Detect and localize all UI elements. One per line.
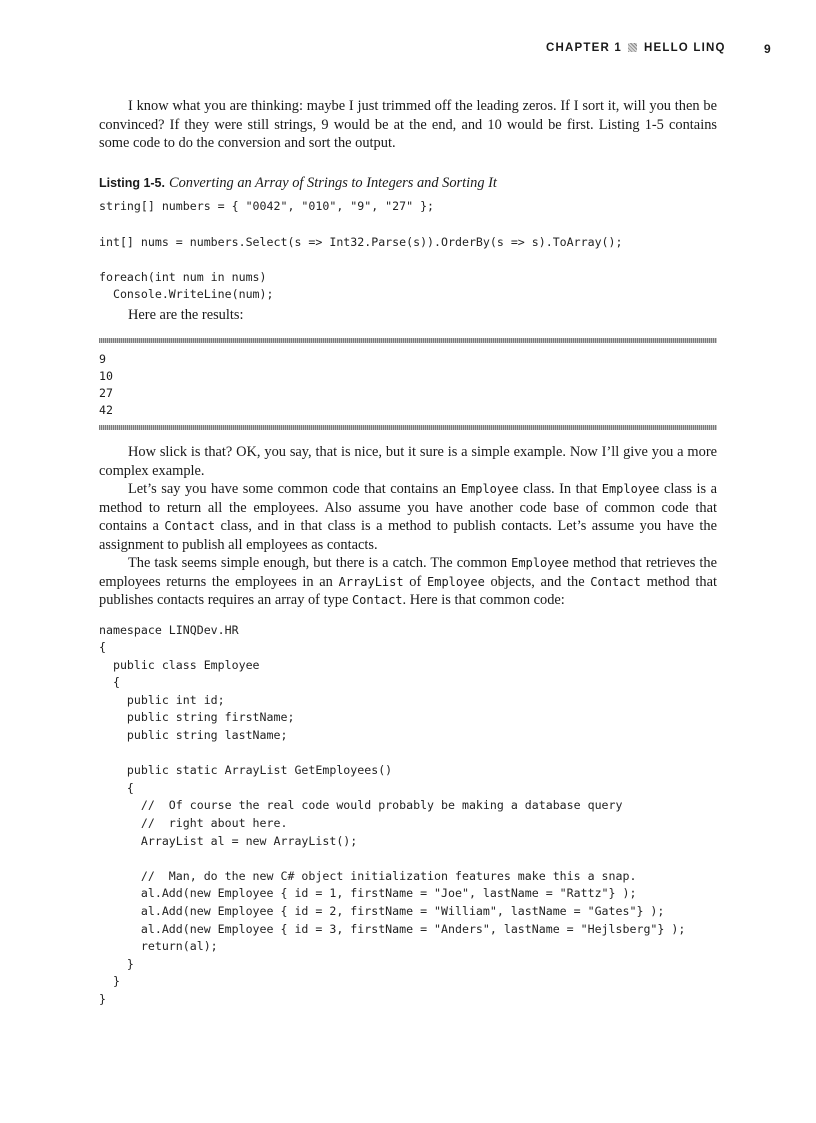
output-line: 27 xyxy=(99,386,113,400)
page-number: 9 xyxy=(764,42,771,56)
output-block xyxy=(99,343,717,425)
paragraph-employee-contact: Let’s say you have some common code that contains an Employee class. In that Employee class is a method to return all the employees. Also assume you have another code base of common code that contains a Contact class, and in that class is a method to publish contacts. Let’s assume you have the assignment to publish all employees as contacts. xyxy=(99,481,717,553)
employee-code-listing: namespace LINQDev.HR { public class Employee { public int id; public string firstName; public string lastName; public static ArrayList GetEmployees() { // Of course the real code would probably be making a database query // right about here. ArrayList al = new ArrayList(); // Man, do the new C# object initialization features make this a snap. al.Add(new Employee { id = 1, firstName = "Joe", lastName = "Rattz"} ); al.Add(new Employee { id = 2, firstName = "William", lastName = "Gates"} ); al.Add(new Employee { id = 3, firstName = "Anders", lastName = "Hejlsberg"} ); return(al); } } } xyxy=(99,622,686,1006)
output-line: 42 xyxy=(99,403,113,417)
output-line: 9 xyxy=(99,352,106,366)
output-line: 10 xyxy=(99,369,113,383)
page-body xyxy=(99,97,717,1009)
code-line-numbers: string[] numbers = { "0042", "010", "9", "27" }; xyxy=(99,198,435,213)
header-separator-icon xyxy=(628,43,637,52)
chapter-title: CHAPTER 1 HELLO LINQ xyxy=(546,42,726,54)
results-intro: Here are the results: xyxy=(128,306,244,323)
paragraph-slick: How slick is that? OK, you say, that is nice, but it sure is a simple example. Now I’ll give you a more complex example. xyxy=(99,444,717,479)
listing-title: Converting an Array of Strings to Integers and Sorting It xyxy=(168,174,497,191)
listing-label: Listing 1-5. xyxy=(99,175,165,190)
code-foreach: foreach(int num in nums) Console.WriteLine(num); xyxy=(99,269,274,301)
paragraph-intro: I know what you are thinking: maybe I just trimmed off the leading zeros. If I sort it, will you then be convinced? If they were still strings, 9 would be at the end, and 10 would be first. Listing 1-5 contains some code to do the conversion and sort the output. xyxy=(99,98,717,151)
code-line-nums: int[] nums = numbers.Select(s => Int32.Parse(s)).OrderBy(s => s).ToArray(); xyxy=(99,234,623,249)
listing-caption xyxy=(99,174,717,196)
running-header xyxy=(0,40,816,60)
paragraph-task: The task seems simple enough, but there is a catch. The common Employee method that retrieves the employees returns the employees in an ArrayList of Employee objects, and the Contact method that publishes contacts requires an array of type Contact. Here is that common code: xyxy=(99,555,718,608)
